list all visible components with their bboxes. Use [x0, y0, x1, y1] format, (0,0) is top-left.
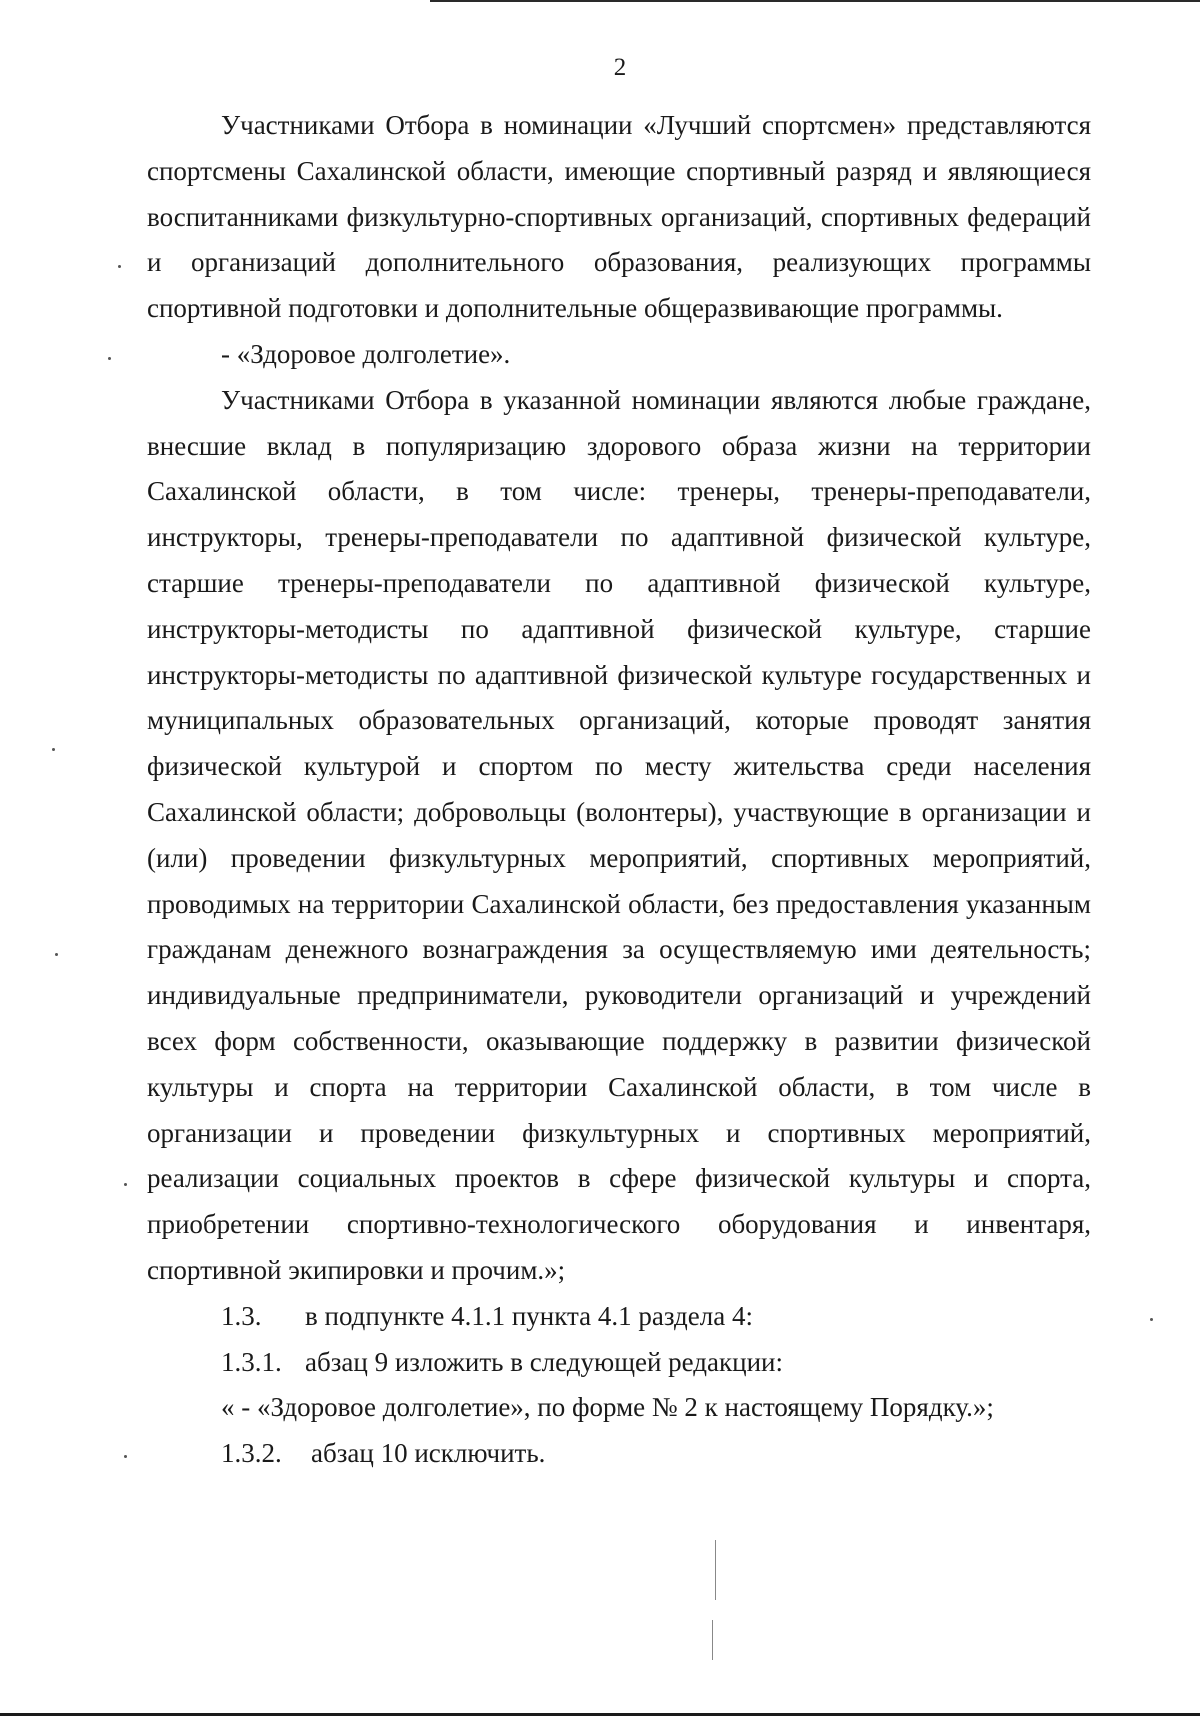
paragraph-best-athlete: Участниками Отбора в номинации «Лучший спортсмен» представляются спортсмены Сахалинской области, имеющие спортивный разряд и являющиеся воспитанниками физкультурно-спортивных организаций, спортивных федераций и организаций дополнительного образования, реализующих программы спортивной подготовки и дополнительные общеразвивающие программы. — [147, 110, 1091, 324]
scan-speck — [118, 265, 121, 268]
scan-mark — [712, 1620, 713, 1660]
page-number: 2 — [613, 54, 627, 81]
nomination-healthy-longevity: - «Здоровое долголетие». — [221, 338, 511, 369]
scan-speck — [52, 748, 55, 751]
scan-speck — [124, 1455, 127, 1458]
scan-border-top — [430, 0, 1200, 2]
item-number: 1.3.2. — [221, 1438, 282, 1469]
list-item-1-3-2 — [147, 1431, 1091, 1477]
list-item-quote: « - «Здоровое долголетие», по форме № 2 к настоящему Порядку.»; — [221, 1392, 994, 1423]
item-text: в подпункте 4.1.1 пункта 4.1 раздела 4: — [305, 1300, 753, 1331]
document-body — [147, 103, 1091, 1477]
scan-speck — [108, 357, 111, 360]
paragraph-healthy-longevity-participants: Участниками Отбора в указанной номинации являются любые граждане, внесшие вклад в популяризацию здорового образа жизни на территории Сахалинской области, в том числе: тренеры, тренеры-преподаватели, инструкторы, тренеры-преподаватели по адаптивной физической культуре, старшие тренеры-преподаватели по адаптивной физической культуре, инструкторы-методисты по адаптивной физической культуре, старшие инструкторы-методисты по адаптивной физической культуре государственных и муниципальных образовательных организаций, которые проводят занятия физической культурой и спортом по месту жительства среди населения Сахалинской области; добровольцы (волонтеры), участвующие в организации и (или) проведении физкультурных мероприятий, спортивных мероприятий, проводимых на территории Сахалинской области, без предоставления указанным гражданам денежного вознаграждения за осуществляемую ими деятельность; индивидуальные предприниматели, руководители организаций и учреждений всех форм собственности, оказывающие поддержку в развитии физической культуры и спорта на территории Сахалинской области, в том числе в организации и проведении физкультурных и спортивных мероприятий, реализации социальных проектов в сфере физической культуры и спорта, приобретении спортивно-технологического оборудования и инвентаря, спортивной экипировки и прочим.»; — [147, 384, 1091, 1285]
item-text: абзац 10 исключить. — [311, 1438, 546, 1469]
item-number: 1.3. — [221, 1300, 262, 1331]
scan-speck — [1150, 1318, 1153, 1321]
scan-speck — [124, 1183, 127, 1186]
item-text: абзац 9 изложить в следующей редакции: — [305, 1346, 783, 1377]
list-item-1-3 — [147, 1294, 1091, 1340]
scan-speck — [55, 953, 58, 956]
scan-mark — [715, 1540, 716, 1600]
list-item-1-3-1 — [147, 1340, 1091, 1386]
item-number: 1.3.1. — [221, 1346, 282, 1377]
